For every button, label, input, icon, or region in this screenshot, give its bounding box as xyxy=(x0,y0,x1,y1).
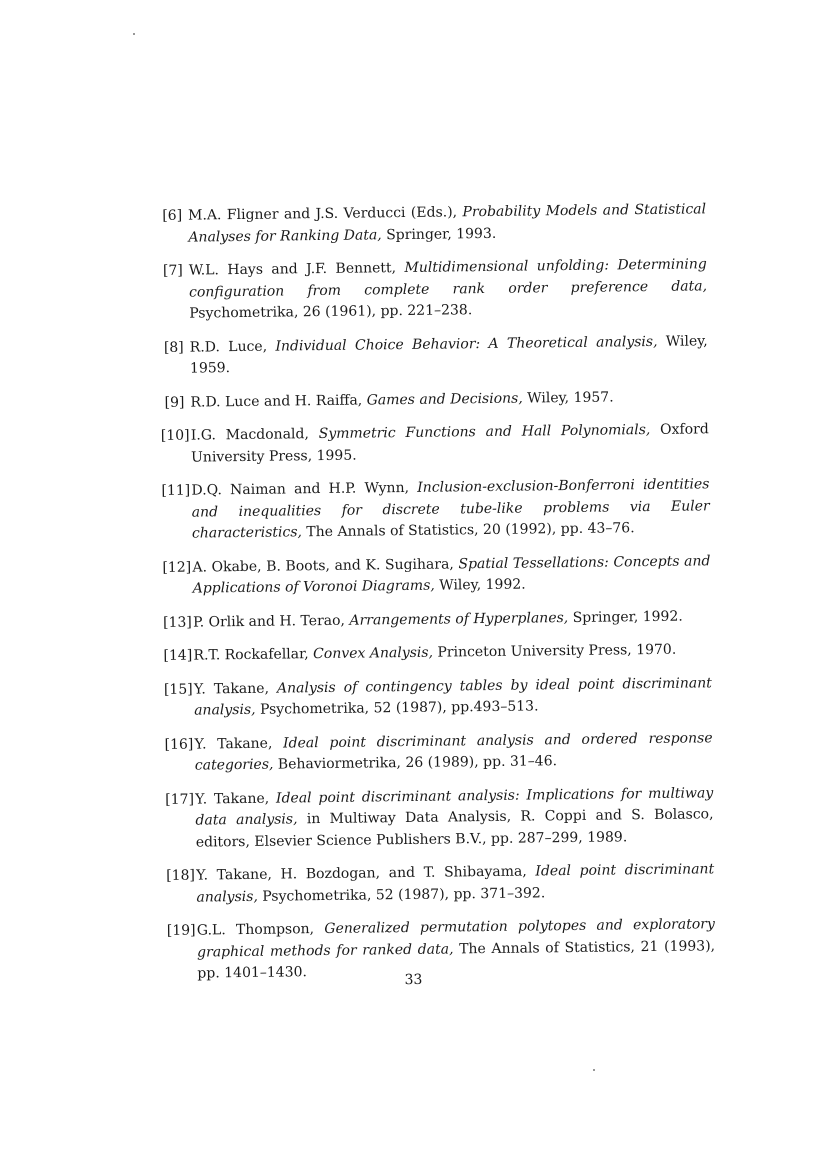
reference-source: Springer, 1993. xyxy=(381,225,497,243)
reference-title: Symmetric Functions and Hall Polynomials, xyxy=(318,422,651,443)
reference-entry xyxy=(161,474,710,545)
reference-source: Behaviormetrika, 26 (1989), pp. 31–46. xyxy=(273,753,558,773)
reference-text xyxy=(193,639,711,667)
reference-entry xyxy=(166,859,714,909)
reference-source: Psychometrika, 52 (1987), pp. 371–392. xyxy=(257,884,546,905)
reference-title: Analysis of contingency tables by ideal point discriminant analysis, xyxy=(194,674,712,719)
reference-number: [17] xyxy=(165,791,195,808)
reference-text xyxy=(193,606,711,634)
reference-title: Spatial Tessellations: Concepts and Applications of Voronoi Diagrams, xyxy=(192,552,711,597)
reference-title: Ideal point discriminant analysis: Implications for multiway data analysis, xyxy=(195,784,714,829)
reference-source: Wiley, 1992. xyxy=(434,576,526,594)
reference-authors: A. Okabe, B. Boots, and K. Sugihara, xyxy=(192,555,459,576)
reference-number: [10] xyxy=(160,427,190,444)
reference-number: [11] xyxy=(161,482,191,499)
scan-speck xyxy=(593,1069,595,1071)
scan-speck xyxy=(133,33,135,35)
reference-title: Arrangements of Hyperplanes, xyxy=(349,609,569,629)
reference-number: [16] xyxy=(164,736,194,753)
reference-source: The Annals of Statistics, 21 (1993), pp. 1401–1430. xyxy=(197,937,716,982)
reference-source: Springer, 1992. xyxy=(568,608,683,626)
reference-entry xyxy=(160,386,708,414)
reference-source: Psychometrika, 52 (1987), pp.493–513. xyxy=(255,698,539,718)
reference-authors: Y. Takane, xyxy=(195,790,277,808)
reference-title: Multidimensional unfolding: Determining configuration from complete rank order preference data, xyxy=(188,256,708,301)
reference-number: [14] xyxy=(163,647,193,664)
reference-text xyxy=(194,728,712,777)
reference-source: Princeton University Press, 1970. xyxy=(432,641,677,661)
reference-entry xyxy=(165,783,714,854)
reference-title: Generalized permutation polytopes and exploratory graphical methods for ranked data, xyxy=(197,916,715,961)
reference-text xyxy=(188,199,706,248)
reference-authors: G.L. Thompson, xyxy=(196,921,325,939)
reference-list xyxy=(158,199,716,997)
reference-source: in Multiway Data Analysis, R. Coppi and S. Bolasco, editors, Elsevier Science Publishers B.V., pp. 287–299, 1989. xyxy=(195,806,714,851)
reference-source: Psychometrika, 26 (1961), pp. 221–238. xyxy=(189,302,473,322)
reference-entry xyxy=(160,331,708,381)
reference-title: Probability Models and Statistical Analyses for Ranking Data, xyxy=(188,201,707,246)
reference-title: Individual Choice Behavior: A Theoretical analysis, xyxy=(275,333,658,355)
reference-authors: Y. Takane, xyxy=(193,680,278,698)
reference-authors: R.T. Rockafellar, xyxy=(193,646,314,664)
reference-number: [18] xyxy=(166,867,196,884)
reference-number: [6] xyxy=(162,207,183,224)
reference-number: [19] xyxy=(166,922,196,939)
reference-number: [15] xyxy=(163,681,193,698)
reference-number: [7] xyxy=(162,262,183,279)
reference-title: Inclusion-exclusion-Bonferroni identities and inequalities for discrete tube-like problems via Euler characteristics, xyxy=(191,476,710,542)
reference-text xyxy=(190,331,708,380)
reference-authors: I.G. Macdonald, xyxy=(190,426,319,444)
reference-text xyxy=(190,386,708,414)
reference-source: The Annals of Statistics, 20 (1992), pp. 43–76. xyxy=(301,520,635,541)
reference-text xyxy=(191,419,709,468)
page-number: 33 xyxy=(404,971,423,989)
reference-title: Games and Decisions, xyxy=(366,390,523,408)
reference-number: [13] xyxy=(162,614,192,631)
reference-authors: M.A. Fligner and J.S. Verducci (Eds.), xyxy=(188,204,463,224)
reference-number: [12] xyxy=(162,559,192,576)
reference-entry xyxy=(163,639,711,667)
reference-entry xyxy=(159,254,708,325)
reference-text xyxy=(195,783,714,854)
reference-entry xyxy=(164,673,712,723)
reference-source: Wiley, 1959. xyxy=(189,332,708,377)
reference-title: Ideal point discriminant analysis, xyxy=(196,861,715,906)
reference-source: Wiley, 1957. xyxy=(522,388,614,407)
reference-title: Convex Analysis, xyxy=(313,644,434,663)
reference-source: Oxford University Press, 1995. xyxy=(190,421,709,466)
reference-text xyxy=(192,551,710,600)
reference-number: [8] xyxy=(163,339,184,356)
reference-authors: D.Q. Naiman and H.P. Wynn, xyxy=(191,479,418,499)
reference-text xyxy=(196,859,714,908)
reference-number: [9] xyxy=(164,394,185,411)
reference-text xyxy=(191,474,710,545)
reference-text xyxy=(194,673,712,722)
reference-entry xyxy=(163,606,711,634)
reference-entry xyxy=(162,551,710,601)
reference-authors: W.L. Hays and J.F. Bennett, xyxy=(188,259,405,279)
reference-title: Ideal point discriminant analysis and ordered response categories, xyxy=(194,729,713,774)
reference-text xyxy=(189,254,708,325)
reference-authors: R.D. Luce and H. Raiffa, xyxy=(190,391,367,411)
reference-authors: Y. Takane, H. Bozdogan, and T. Shibayama, xyxy=(196,863,536,884)
reference-authors: P. Orlik and H. Terao, xyxy=(192,612,350,631)
reference-entry xyxy=(158,199,706,249)
reference-entry xyxy=(161,419,709,469)
reference-authors: R.D. Luce, xyxy=(189,338,276,356)
reference-entry xyxy=(164,728,712,778)
reference-authors: Y. Takane, xyxy=(194,735,284,753)
